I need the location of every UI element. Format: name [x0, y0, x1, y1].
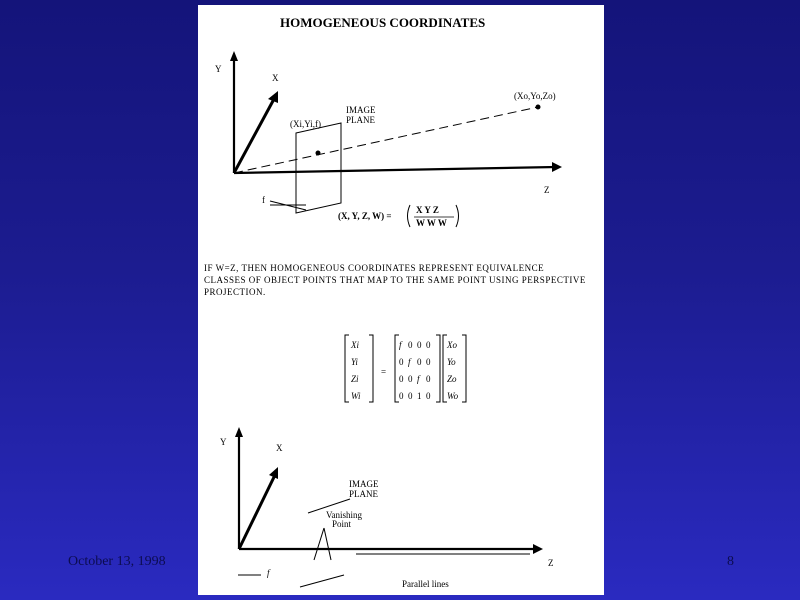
right-vector-bracket-close — [462, 335, 466, 402]
matrix-cell: 0 — [426, 374, 431, 384]
left-vector-entry: Zi — [351, 374, 359, 384]
vanishing-point-label-2: Point — [332, 519, 352, 529]
matrix-body — [399, 340, 431, 401]
left-vector-bracket-open — [345, 335, 349, 402]
focal-length-label: f — [262, 195, 265, 205]
matrix-cell: 0 — [426, 391, 431, 401]
document-page — [198, 5, 604, 595]
matrix-cell: 1 — [417, 391, 422, 401]
image-point-label: (Xi,Yi,f) — [290, 119, 321, 129]
matrix-cell: 0 — [399, 357, 404, 367]
formula-left: (X, Y, Z, W) = — [338, 211, 392, 221]
matrix-cell: 0 — [426, 357, 431, 367]
page-title: HOMOGENEOUS COORDINATES — [280, 15, 486, 30]
right-vector-entry: Xo — [447, 340, 457, 350]
matrix-equals: = — [381, 367, 387, 377]
matrix-cell: f — [399, 340, 402, 350]
matrix-cell: 0 — [408, 391, 413, 401]
paragraph-line-1: IF W=Z, THEN HOMOGENEOUS COORDINATES REPRESENT EQUIVALENCE — [204, 263, 545, 273]
diagram2-y-label: Y — [220, 437, 227, 447]
footer-date: October 13, 1998 — [68, 554, 166, 569]
matrix-cell: f — [408, 357, 411, 367]
z-axis-arrow — [533, 544, 543, 554]
parallel-line — [300, 575, 344, 587]
object-point — [536, 105, 540, 109]
left-vector-bracket-close — [369, 335, 373, 402]
right-vector — [446, 340, 459, 401]
image-plane — [296, 123, 341, 213]
diagram1-x-label: X — [272, 73, 279, 83]
paragraph-line-2: CLASSES OF OBJECT POINTS THAT MAP TO THE SAME POINT USING PERSPECTIVE — [204, 275, 586, 285]
left-vector-entry: Wi — [351, 391, 361, 401]
formula-numerator: X Y Z — [416, 205, 439, 215]
diagram1-z-label: Z — [544, 185, 550, 195]
diagram2-z-label: Z — [548, 558, 554, 568]
z-axis — [234, 167, 556, 173]
object-point-label: (Xo,Yo,Zo) — [514, 91, 556, 101]
vanishing-pointer — [314, 528, 324, 560]
formula-left-paren — [408, 205, 411, 227]
matrix-cell: 0 — [408, 374, 413, 384]
diagram1-y-label: Y — [215, 64, 222, 74]
footer-page-number: 8 — [727, 554, 734, 569]
matrix-bracket-close — [436, 335, 440, 402]
image-plane-label-2: PLANE — [346, 115, 375, 125]
focal-length-label: f — [267, 568, 270, 578]
image-plane-label-1: IMAGE — [349, 479, 379, 489]
parallel-lines-label: Parallel lines — [402, 579, 449, 589]
left-vector-entry: Yi — [351, 357, 358, 367]
matrix-cell: f — [417, 374, 420, 384]
right-vector-entry: Zo — [447, 374, 457, 384]
matrix-cell: 0 — [417, 340, 422, 350]
image-plane-label-2: PLANE — [349, 489, 378, 499]
diagram-perspective-projection — [230, 51, 562, 227]
formula-right-paren — [456, 205, 459, 227]
matrix-cell: 0 — [417, 357, 422, 367]
projection-ray — [234, 107, 538, 173]
homogeneous-coordinates-figure — [198, 5, 604, 595]
z-axis-arrow — [552, 162, 562, 172]
y-axis-arrow — [235, 427, 243, 437]
image-plane-label-1: IMAGE — [346, 105, 376, 115]
paragraph-line-3: PROJECTION. — [204, 287, 266, 297]
matrix-cell: 0 — [426, 340, 431, 350]
y-axis-arrow — [230, 51, 238, 61]
matrix-cell: 0 — [408, 340, 413, 350]
left-vector — [350, 340, 361, 401]
left-vector-entry: Xi — [351, 340, 359, 350]
x-axis — [234, 99, 274, 173]
formula-denominator: W W W — [416, 218, 447, 228]
diagram2-x-label: X — [276, 443, 283, 453]
matrix-cell: 0 — [399, 391, 404, 401]
right-vector-entry: Wo — [447, 391, 459, 401]
x-axis — [239, 475, 275, 549]
vanishing-point-label-1: Vanishing — [326, 510, 362, 520]
image-point — [316, 151, 320, 155]
vanishing-pointer — [324, 528, 331, 560]
right-vector-entry: Yo — [447, 357, 456, 367]
matrix-cell: 0 — [399, 374, 404, 384]
